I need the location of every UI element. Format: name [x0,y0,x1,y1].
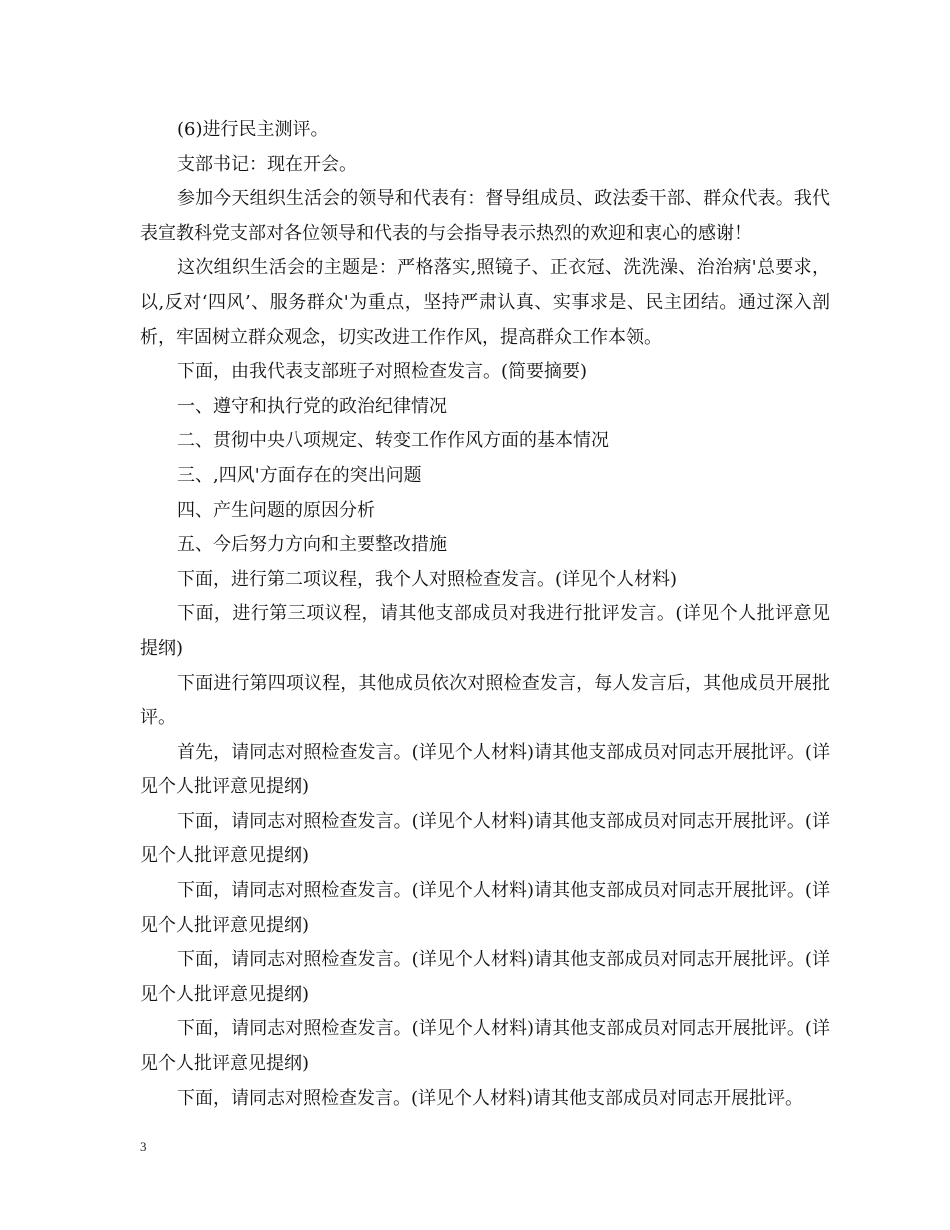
paragraph: 下面，进行第三项议程，请其他支部成员对我进行批评发言。(详见个人批评意见提纲) [140,603,830,659]
paragraph: 三、,四风'方面存在的突出问题 [177,464,422,486]
paragraph: 参加今天组织生活会的领导和代表有：督导组成员、政法委干部、群众代表。我代表宣教科党支部对各位领导和代表的与会指导表示热烈的欢迎和衷心的感谢！ [140,188,830,244]
paragraph: 下面，请同志对照检查发言。(详见个人材料)请其他支部成员对同志开展批评。(详见个人批评意见提纲) [140,880,830,936]
paragraph: 这次组织生活会的主题是：严格落实,照镜子、正衣冠、洗洗澡、治治病'总要求，以,反对‘四风’、服务群众'为重点，坚持严肃认真、实事求是、民主团结。通过深入剖析，牢固树立群众观念，切实改进工作作风，提高群众工作本领。 [140,257,830,348]
paragraph: 支部书记：现在开会。 [177,153,357,175]
paragraph: 下面，请同志对照检查发言。(详见个人材料)请其他支部成员对同志开展批评。(详见个人批评意见提纲) [140,810,830,867]
paragraph: 下面，请同志对照检查发言。(详见个人材料)请其他支部成员对同志开展批评。(详见个人批评意见提纲) [140,1018,830,1075]
page-number: 3 [140,1139,147,1154]
paragraph: 下面，由我代表支部班子对照检查发言。(简要摘要) [177,361,588,383]
paragraph: 四、产生问题的原因分析 [177,499,375,521]
paragraph: 一、遵守和执行党的政治纪律情况 [177,395,447,417]
document-body [140,113,830,1116]
paragraph: 下面，请同志对照检查发言。(详见个人材料)请其他支部成员对同志开展批评。 [177,1087,804,1109]
paragraph: 下面进行第四项议程，其他成员依次对照检查发言，每人发言后，其他成员开展批评。 [140,672,830,729]
paragraph: 五、今后努力方向和主要整改措施 [177,534,447,556]
paragraph: 下面，进行第二项议程，我个人对照检查发言。(详见个人材料) [177,568,678,590]
paragraph: 下面，请同志对照检查发言。(详见个人材料)请其他支部成员对同志开展批评。(详见个人批评意见提纲) [140,949,830,1005]
paragraph: 二、贯彻中央八项规定、转变工作作风方面的基本情况 [177,430,609,452]
paragraph: (6)进行民主测评。 [177,119,329,140]
paragraph: 首先，请同志对照检查发言。(详见个人材料)请其他支部成员对同志开展批评。(详见个人批评意见提纲) [140,741,830,798]
